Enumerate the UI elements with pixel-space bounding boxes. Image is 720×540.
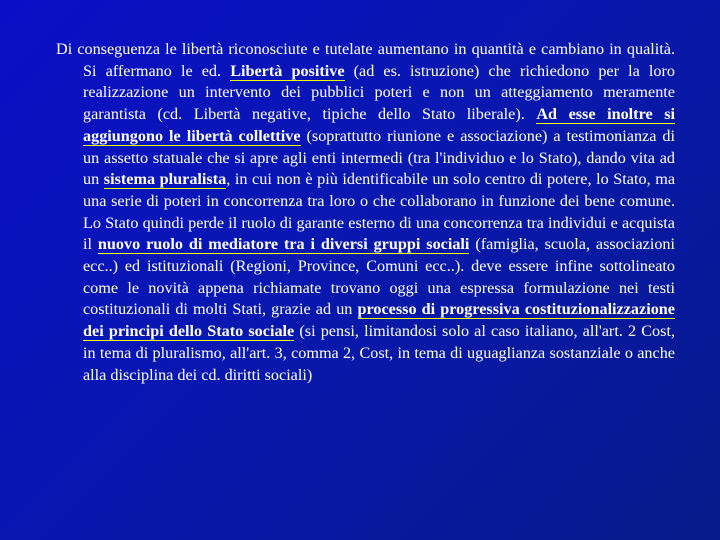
highlight-liberta-positive: Libertà positive (230, 61, 345, 80)
body-paragraph (56, 39, 675, 386)
text-segment: Di conseguenza le libertà riconosciute e tutelate aumentano in quantità e cambiano in qualità. Si affermano le ed. (56, 40, 675, 80)
text-segment: , in cui non è più identificabile un solo centro di potere, lo Stato, ma una serie di poteri in concorrenza tra loro o che collaborano in funzione dei bene comune. Lo Stato quindi perde il ruolo di garante esterno di una concorrenza tra individui e acquista il (83, 170, 676, 254)
highlight-costituzionalizzazione: processo di progressiva costituzionalizzazione dei principi dello Stato sociale (83, 300, 675, 341)
highlight-ruolo-mediatore: nuovo ruolo di mediatore tra i diversi gruppi sociali (97, 235, 470, 254)
text-segment: (si pensi, limitandosi solo al caso italiano, all'art. 2 Cost, in tema di pluralismo, all'art. 3, comma 2, Cost, in tema di uguaglianza sostanziale o anche alla disciplina dei cd. diritti sociali) (83, 322, 675, 384)
highlight-liberta-collettive: Ad esse inoltre si aggiungono le libertà collettive (83, 105, 675, 145)
text-segment: (soprattutto riunione e associazione) a testimonianza di un assetto statuale che si apre agli enti intermedi (tra l'individuo e lo Stato), dando vita ad un (83, 126, 675, 189)
text-segment: (ad es. istruzione) che richiedono per la loro realizzazione un intervento dei pubblici poteri e non un atteggiamento meramente garantista (cd. Libertà negative, tipiche dello Stato liberale). (83, 61, 675, 124)
highlight-sistema-pluralista: sistema pluralista (103, 170, 227, 189)
text-segment: (famiglia, scuola, associazioni ecc..) ed istituzionali (Regioni, Province, Comuni ecc..). deve essere infine sottolineato come le novità appena richiamate trovano oggi una espressa formulazione nei testi costituzionali di molti Stati, grazie ad un (83, 235, 676, 319)
